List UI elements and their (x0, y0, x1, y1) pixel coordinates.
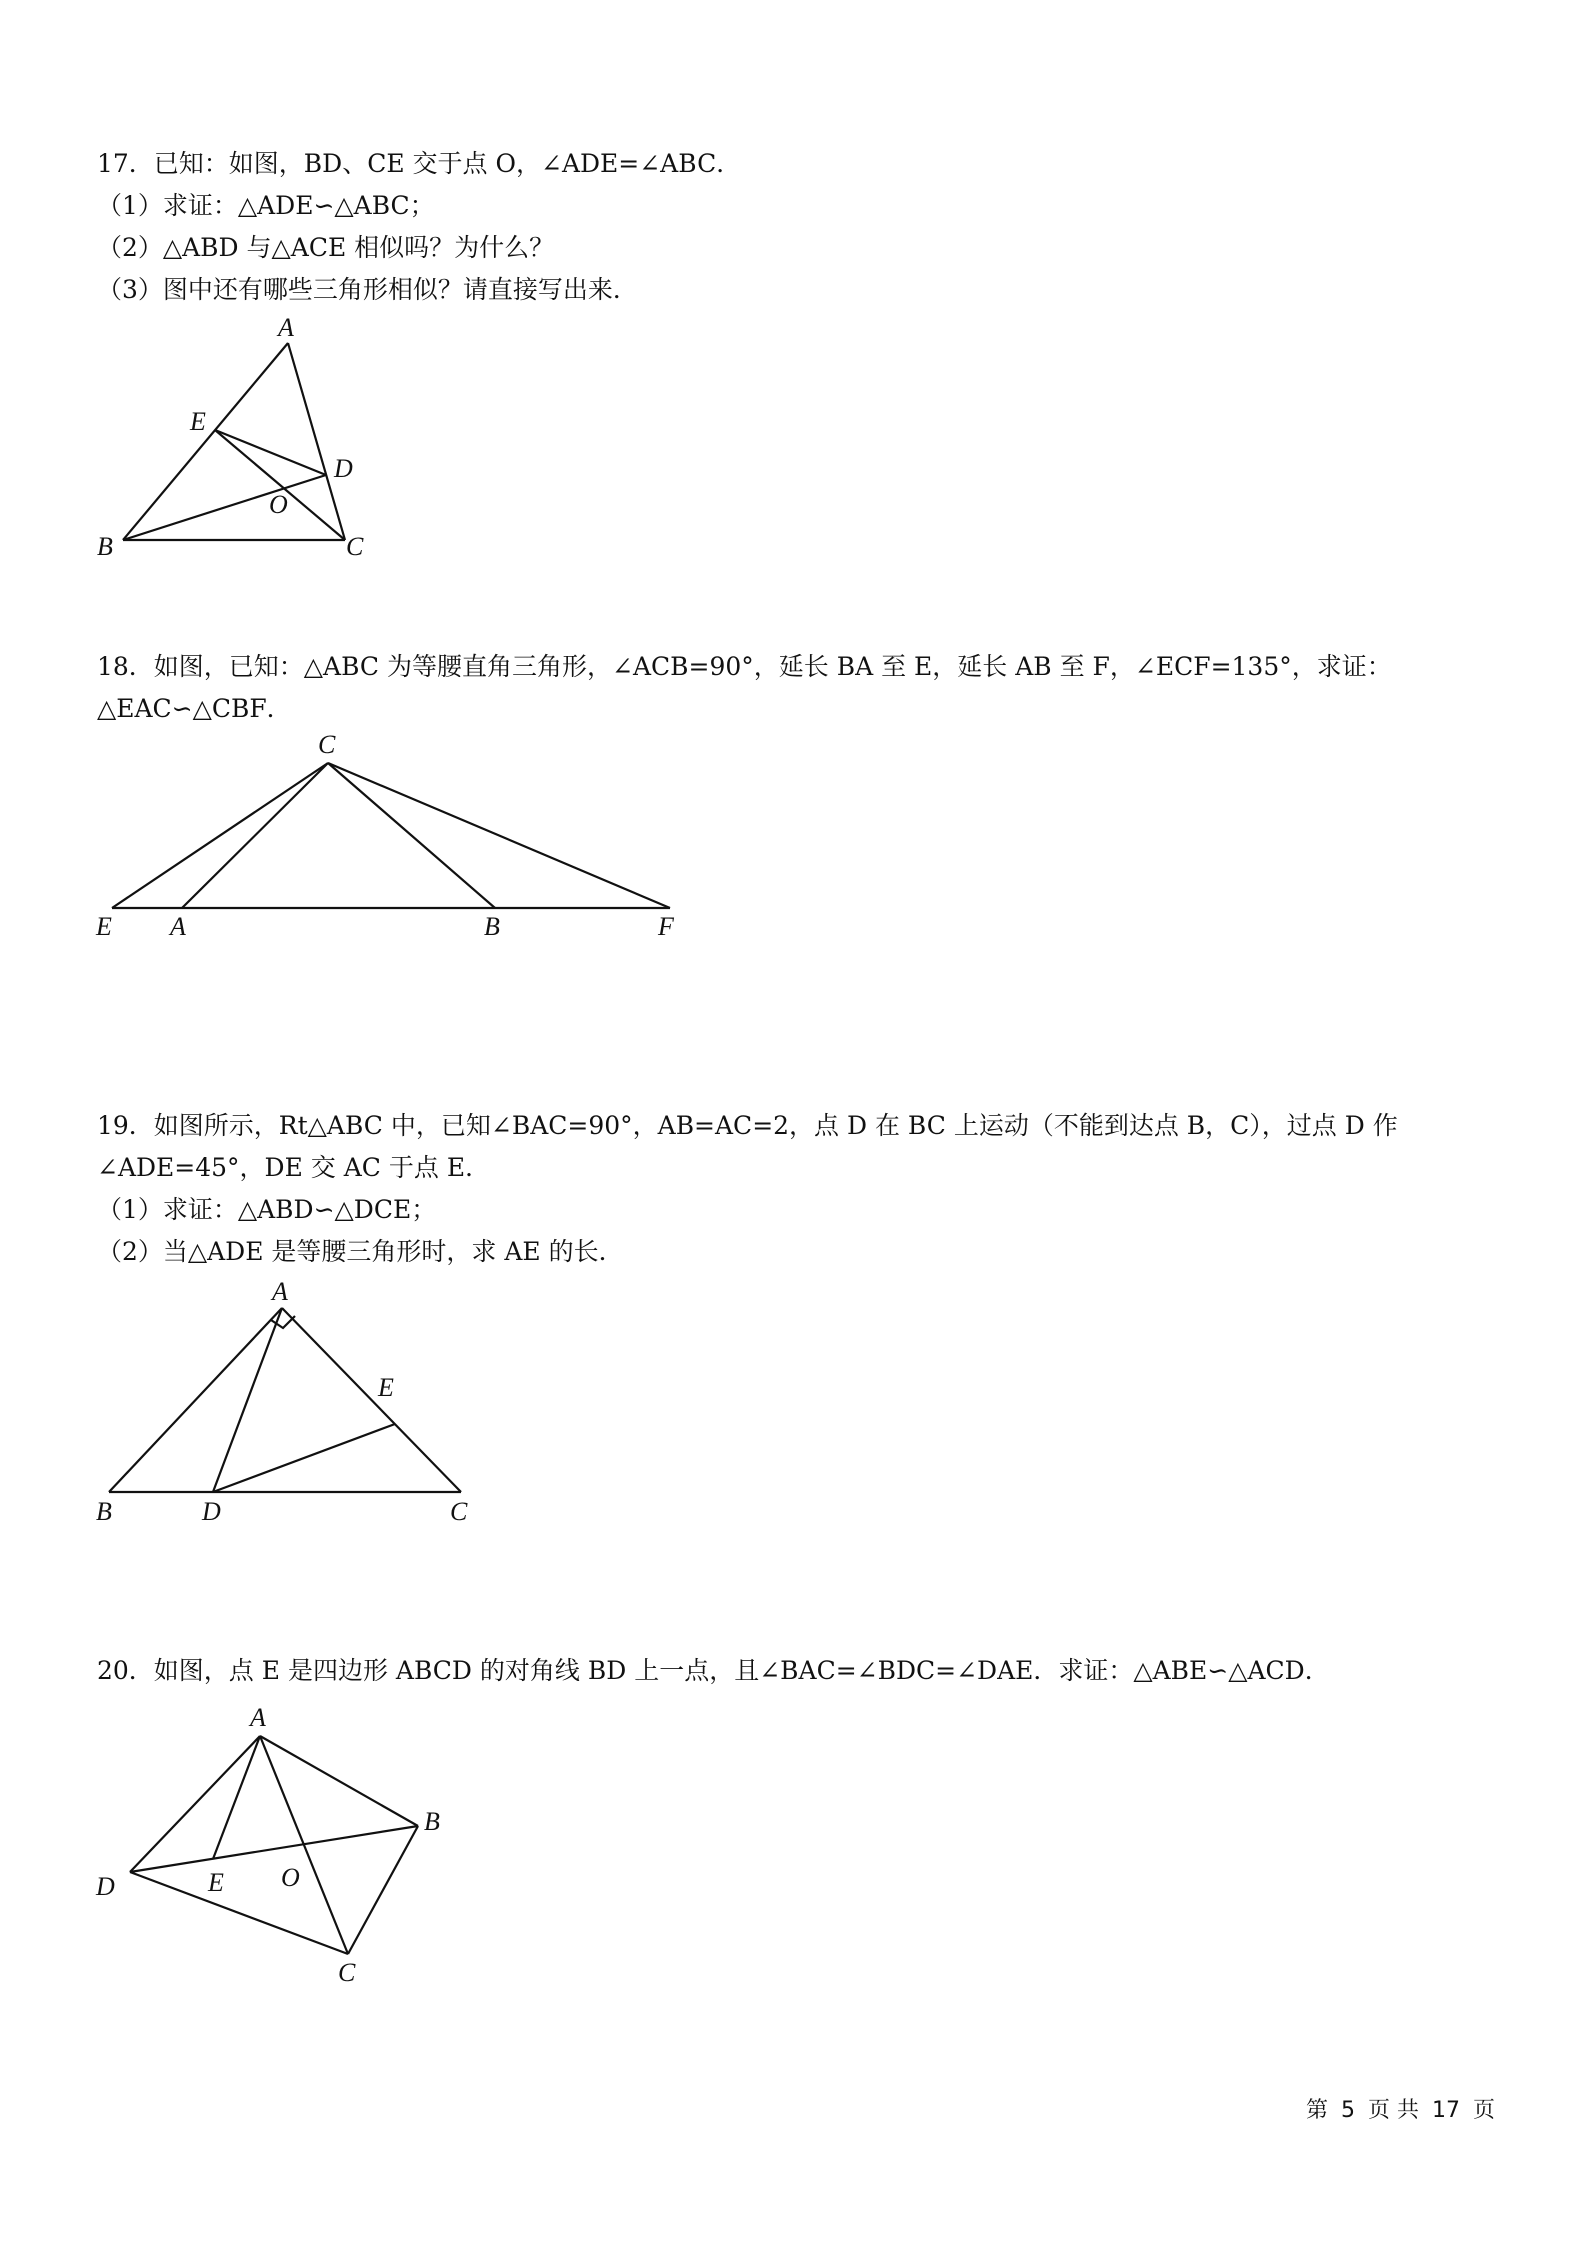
footer-middle: 页 共 (1368, 2098, 1420, 2123)
q17-part1: （1）求证：△ADE∽△ABC； (97, 191, 435, 220)
q17-segment-ed (215, 430, 326, 475)
q17-segment-ac (288, 343, 345, 540)
q19-part1: （1）求证：△ABD∽△DCE； (97, 1195, 437, 1224)
q18-segment-ca (182, 763, 328, 908)
q20-segment-ac (260, 1736, 348, 1954)
q20-label-b: B (424, 1807, 440, 1836)
q19-label-a: A (272, 1277, 288, 1306)
q20-segment-ab (260, 1736, 418, 1826)
q18-label-e: E (96, 912, 112, 941)
q18-segment-ce (112, 763, 328, 908)
q18-stem: 18．如图，已知：△ABC 为等腰直角三角形，∠ACB=90°，延长 BA 至 E，延长 AB 至 F，∠ECF=135°，求证： (97, 652, 1392, 681)
q19-label-e: E (378, 1373, 394, 1402)
q20-segment-ae (213, 1736, 260, 1859)
q17-label-c: C (346, 532, 364, 561)
q17-segment-ce (215, 430, 345, 540)
q18-label-c: C (318, 730, 336, 759)
q20-stem: 20．如图，点 E 是四边形 ABCD 的对角线 BD 上一点，且∠BAC=∠BDC=∠DAE．求证：△ABE∽△ACD． (97, 1656, 1330, 1685)
q17-label-a: A (278, 313, 294, 342)
q20-segment-ad (130, 1736, 260, 1872)
q18-stem-cont: △EAC∽△CBF． (97, 694, 292, 723)
q20-label-c: C (338, 1958, 356, 1987)
q18-label-a: A (170, 912, 186, 941)
q20-label-a: A (250, 1703, 266, 1732)
q17-part3: （3）图中还有哪些三角形相似？请直接写出来． (97, 275, 638, 304)
q19-segment-ab (109, 1308, 282, 1492)
page-footer (1306, 2093, 1501, 2124)
q19-figure (90, 1270, 490, 1540)
q20-figure (90, 1700, 490, 1990)
q17-stem: 17．已知：如图，BD、CE 交于点 O，∠ADE=∠ABC． (97, 149, 742, 178)
q17-figure (90, 310, 390, 570)
q19-segment-de (213, 1424, 395, 1492)
q19-part2: （2）当△ADE 是等腰三角形时，求 AE 的长． (97, 1237, 624, 1266)
q17-label-d: D (334, 454, 353, 483)
footer-total-pages: 17 (1432, 2098, 1461, 2123)
q20-label-d: D (96, 1872, 115, 1901)
q17-label-o: O (269, 490, 288, 519)
footer-page-number: 5 (1341, 2098, 1356, 2123)
q19-stem: 19．如图所示，Rt△ABC 中，已知∠BAC=90°，AB=AC=2，点 D 在 BC 上运动（不能到达点 B，C），过点 D 作 (97, 1111, 1398, 1140)
q20-segment-cd (130, 1872, 348, 1954)
q19-label-d: D (202, 1497, 221, 1526)
q20-segment-db (130, 1826, 418, 1872)
q17-segment-bd (123, 475, 326, 540)
footer-prefix: 第 (1306, 2098, 1329, 2123)
q18-label-f: F (658, 912, 674, 941)
q17-segment-ab (123, 343, 288, 540)
q20-label-o: O (281, 1863, 300, 1892)
q19-segment-ac (282, 1308, 461, 1492)
q18-figure (90, 725, 690, 945)
q19-label-c: C (450, 1497, 468, 1526)
q20-segment-bc (348, 1826, 418, 1954)
footer-suffix: 页 (1473, 2098, 1496, 2123)
q20-label-e: E (208, 1868, 224, 1897)
q18-segment-cf (328, 763, 670, 908)
q17-part2: （2）△ABD 与△ACE 相似吗？为什么？ (97, 233, 555, 262)
q17-label-e: E (190, 407, 206, 436)
q19-segment-ad (213, 1308, 282, 1492)
q18-label-b: B (484, 912, 500, 941)
q17-label-b: B (97, 532, 113, 561)
q19-stem-cont: ∠ADE=45°，DE 交 AC 于点 E． (97, 1153, 491, 1182)
q18-segment-cb (328, 763, 495, 908)
q19-label-b: B (96, 1497, 112, 1526)
